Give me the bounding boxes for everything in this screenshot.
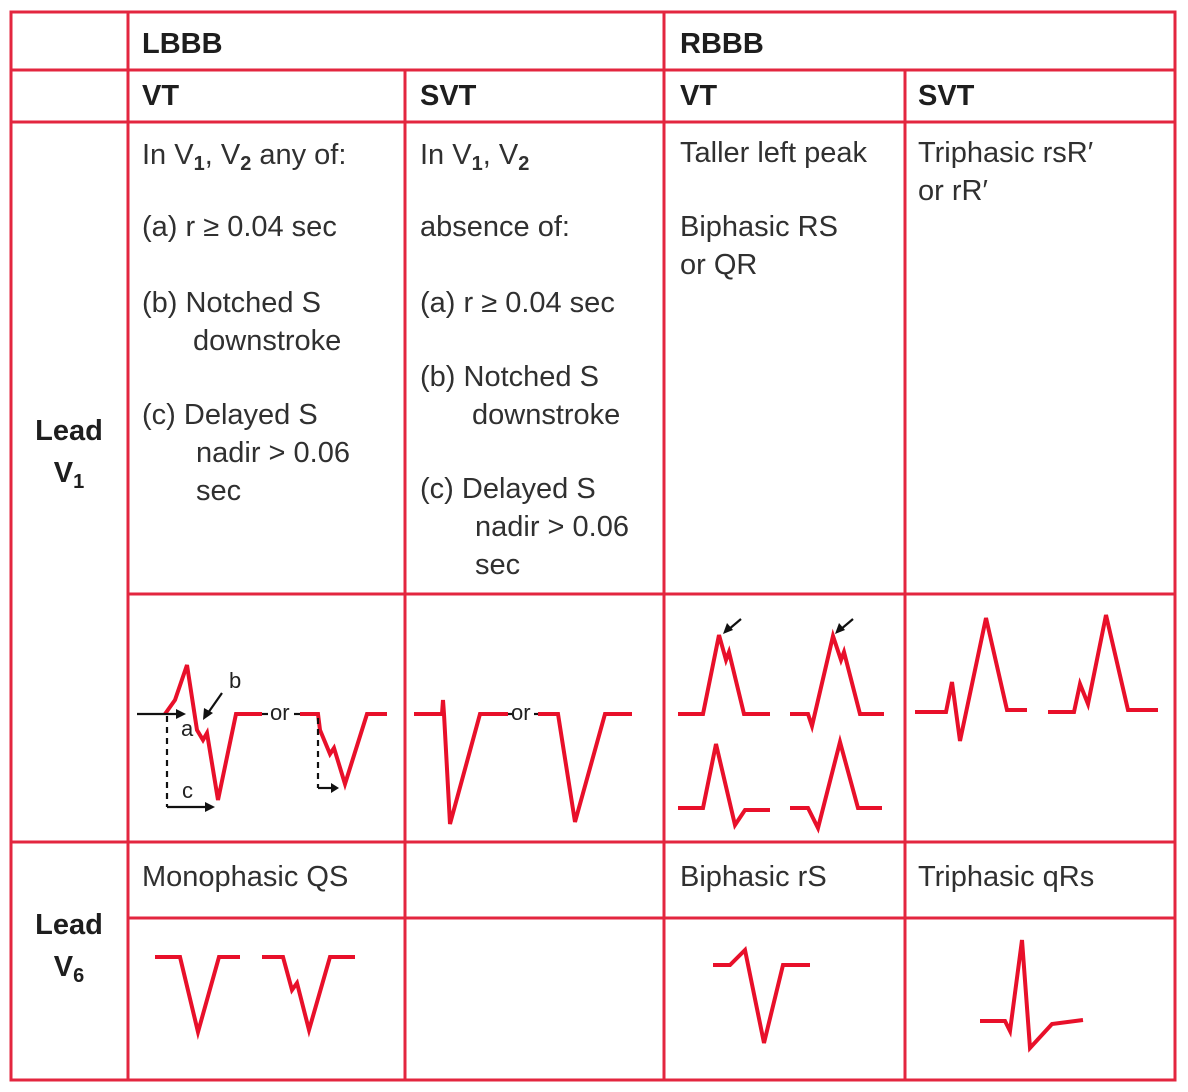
v6-rbbb-vt-waveforms: [713, 950, 810, 1043]
v1-lbbb-svt-waveforms: [414, 700, 632, 824]
v6-rbbb-vt-text: Biphasic rS: [680, 861, 827, 893]
annotation-b: b: [229, 668, 242, 693]
v1-rbbb-svt-waveforms: [915, 615, 1158, 741]
v1-rbbb-vt-waveforms: [678, 619, 884, 828]
header-rbbb: RBBB: [680, 28, 764, 60]
header-lbbb: LBBB: [142, 28, 223, 60]
arrow-c-head: [205, 802, 215, 812]
annotation-c: c: [182, 778, 193, 803]
v1-lbbb-vt-waveforms: [137, 665, 387, 812]
header-rbbb-vt: VT: [680, 80, 718, 112]
v6-rbbb-svt-waveforms: [980, 940, 1083, 1048]
arrow-b: [208, 693, 222, 713]
header-lbbb-svt: SVT: [420, 80, 477, 112]
v6-lbbb-vt-waveforms: [155, 957, 355, 1032]
header-lbbb-vt: VT: [142, 80, 180, 112]
annotation-or-svt: or: [511, 700, 531, 725]
header-rbbb-svt: SVT: [918, 80, 975, 112]
annotation-a: a: [181, 716, 194, 741]
row-label-lead-v6: Lead $V_6$: [35, 909, 103, 987]
annotation-or: or: [270, 700, 290, 725]
v6-rbbb-svt-text: Triphasic qRs: [918, 861, 1095, 893]
v6-lbbb-vt-text: Monophasic QS: [142, 861, 349, 893]
row-label-lead-v1: Lead $V_1$: [35, 415, 103, 493]
